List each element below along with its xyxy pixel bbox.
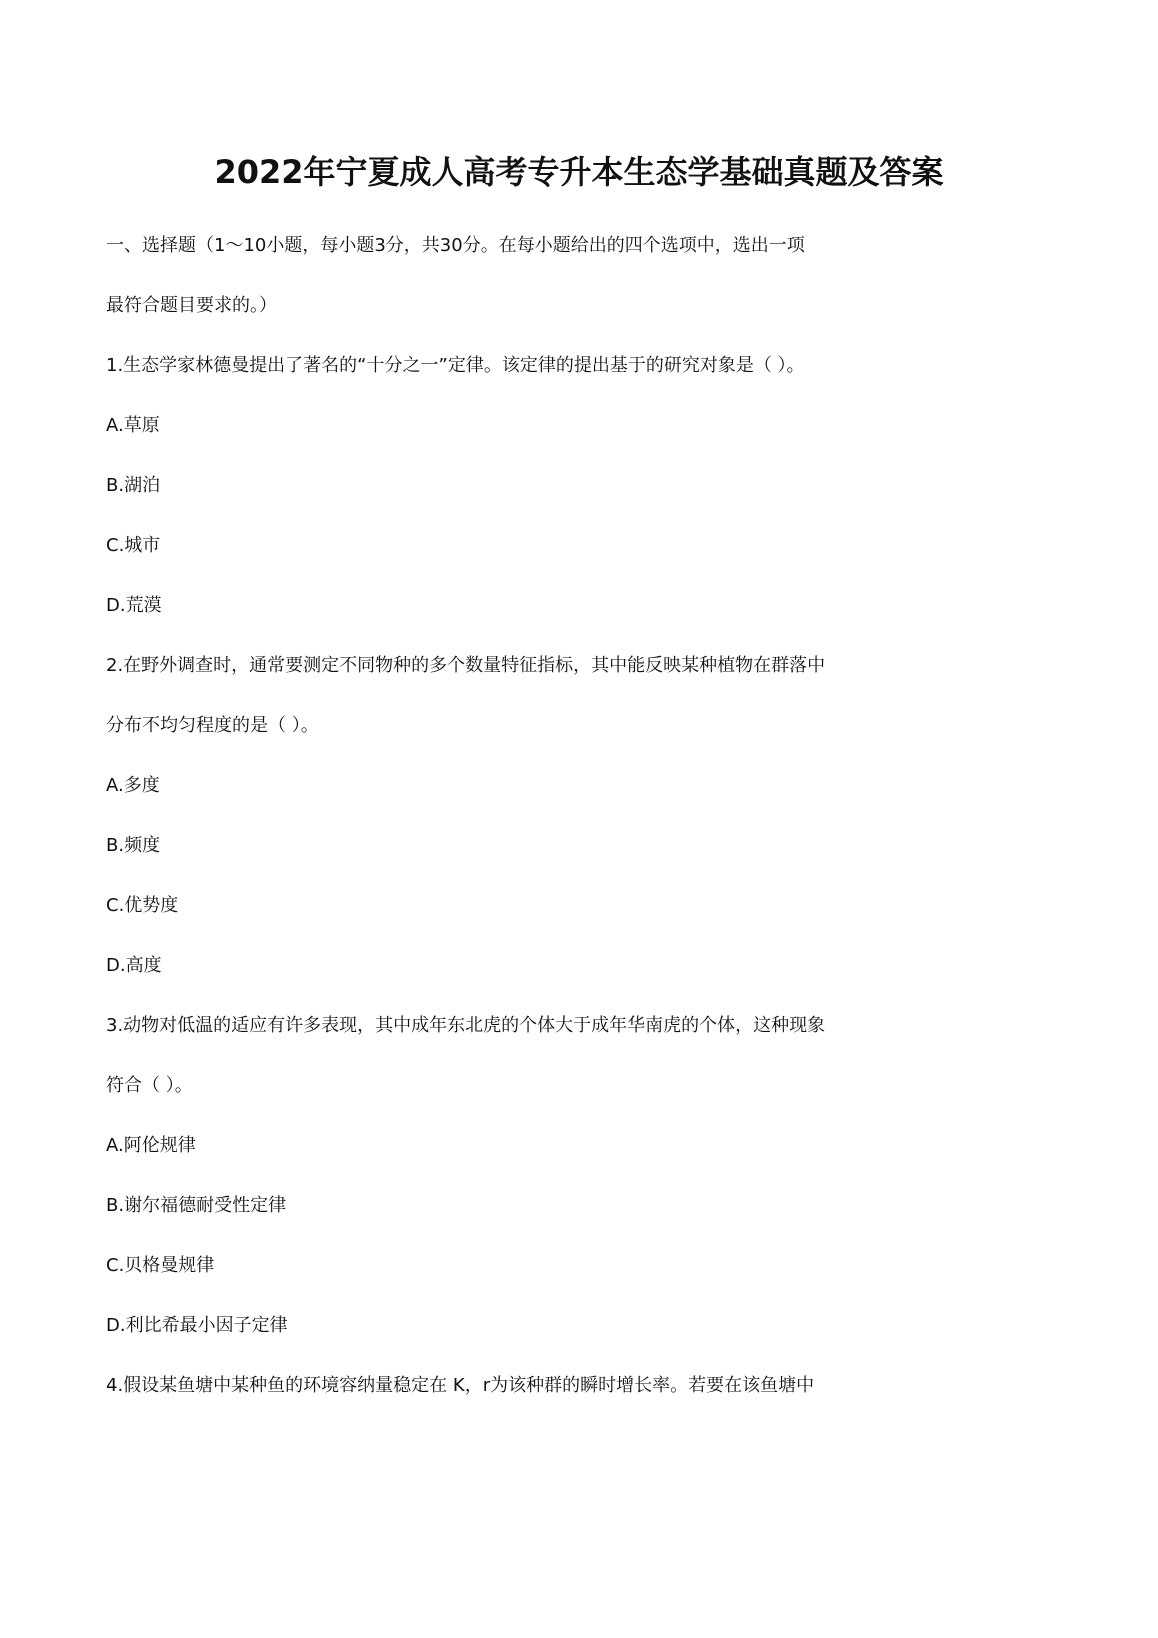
question-2-stem-line-2: 分布不均匀程度的是（ ）。 [106,715,319,736]
section-header-line-2: 最符合题目要求的。） [106,295,277,316]
question-2-option-d: D.高度 [106,955,162,976]
question-4-stem-line-1: 4.假设某鱼塘中某种鱼的环境容纳量稳定在 K，r为该种群的瞬时增长率。若要在该鱼塘中 [106,1375,815,1396]
question-1-option-c: C.城市 [106,535,161,556]
question-2-option-c: C.优势度 [106,895,179,916]
question-3-option-d: D.利比希最小因子定律 [106,1315,288,1336]
question-1-option-d: D.荒漠 [106,595,162,616]
question-1-option-b: B.湖泊 [106,475,161,496]
section-header-line-1: 一、选择题（1～10小题，每小题3分，共30分。在每小题给出的四个选项中，选出一项 [106,235,805,256]
question-3-option-b: B.谢尔福德耐受性定律 [106,1195,287,1216]
document-title: 2022年宁夏成人高考专升本生态学基础真题及答案 [214,153,944,191]
question-3-option-c: C.贝格曼规律 [106,1255,215,1276]
question-1-stem: 1.生态学家林德曼提出了著名的“十分之一”定律。该定律的提出基于的研究对象是（ ）。 [106,355,805,376]
question-3-option-a: A.阿伦规律 [106,1135,196,1156]
question-1-option-a: A.草原 [106,415,160,436]
question-3-stem-line-1: 3.动物对低温的适应有许多表现，其中成年东北虎的个体大于成年华南虎的个体，这种现象 [106,1015,826,1036]
question-2-option-b: B.频度 [106,835,161,856]
question-2-stem-line-1: 2.在野外调查时，通常要测定不同物种的多个数量特征指标，其中能反映某种植物在群落中 [106,655,826,676]
question-3-stem-line-2: 符合（ ）。 [106,1075,193,1096]
question-2-option-a: A.多度 [106,775,160,796]
